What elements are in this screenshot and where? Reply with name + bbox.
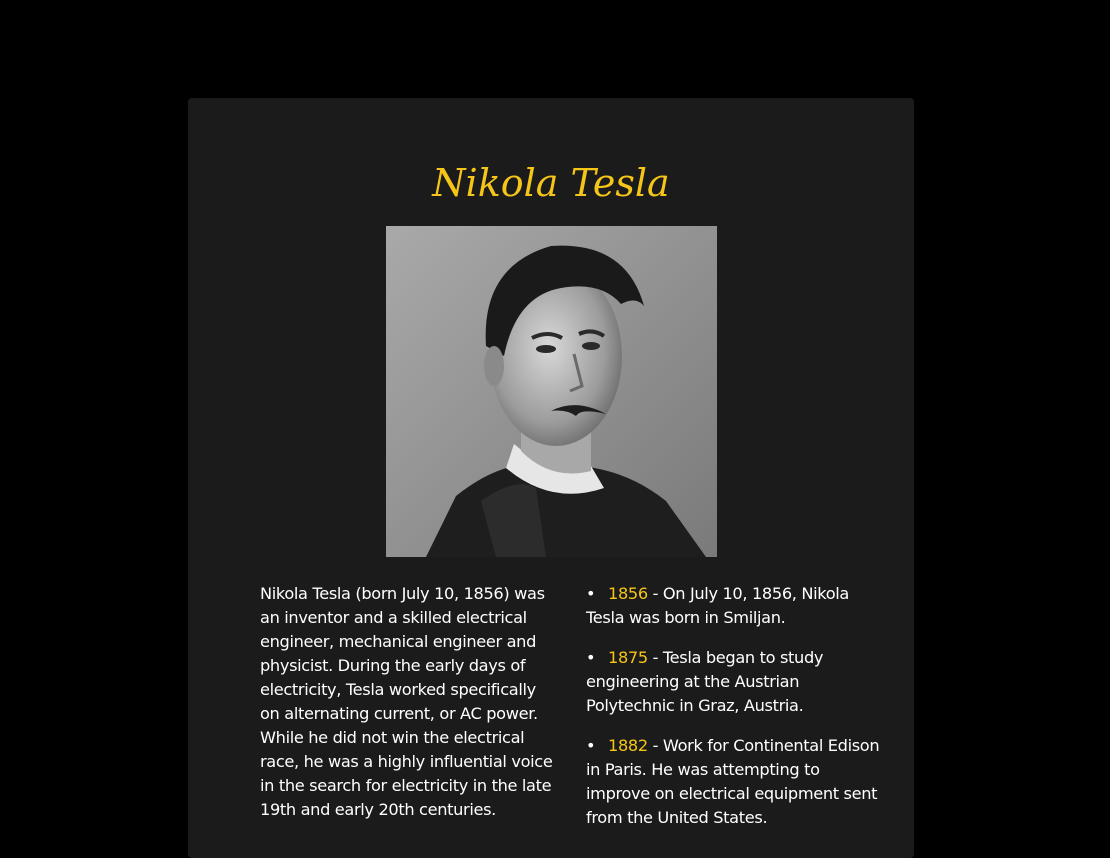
page-title: Nikola Tesla [432,161,670,205]
timeline-item [586,646,888,718]
timeline-year: 1875 [608,648,648,667]
timeline-item [586,734,888,830]
timeline-item [586,582,888,630]
bullet-icon: • [586,584,596,603]
tribute-card [188,98,914,858]
timeline-year: 1882 [608,736,648,755]
timeline-year: 1856 [608,584,648,603]
timeline-text: - Work for Continental Edison in Paris. He was attempting to improve on electrical equipment sent from the United States. [586,736,880,827]
biography-text: Nikola Tesla (born July 10, 1856) was an inventor and a skilled electrical engineer, mechanical engineer and physicist. During the early days of electricity, Tesla worked specifically on alternating current, or AC power. While he did not win the electrical race, he was a highly influential voice in the search for electricity in the late 19th and early 20th centuries. [260,584,553,819]
portrait-photo [386,226,717,557]
bullet-icon: • [586,648,596,667]
bullet-icon: • [586,736,596,755]
timeline-text: - Tesla began to study engineering at the Austrian Polytechnic in Graz, Austria. [586,648,824,715]
timeline-text: - On July 10, 1856, Nikola Tesla was born in Smiljan. [586,584,849,627]
timeline-list [586,582,888,846]
